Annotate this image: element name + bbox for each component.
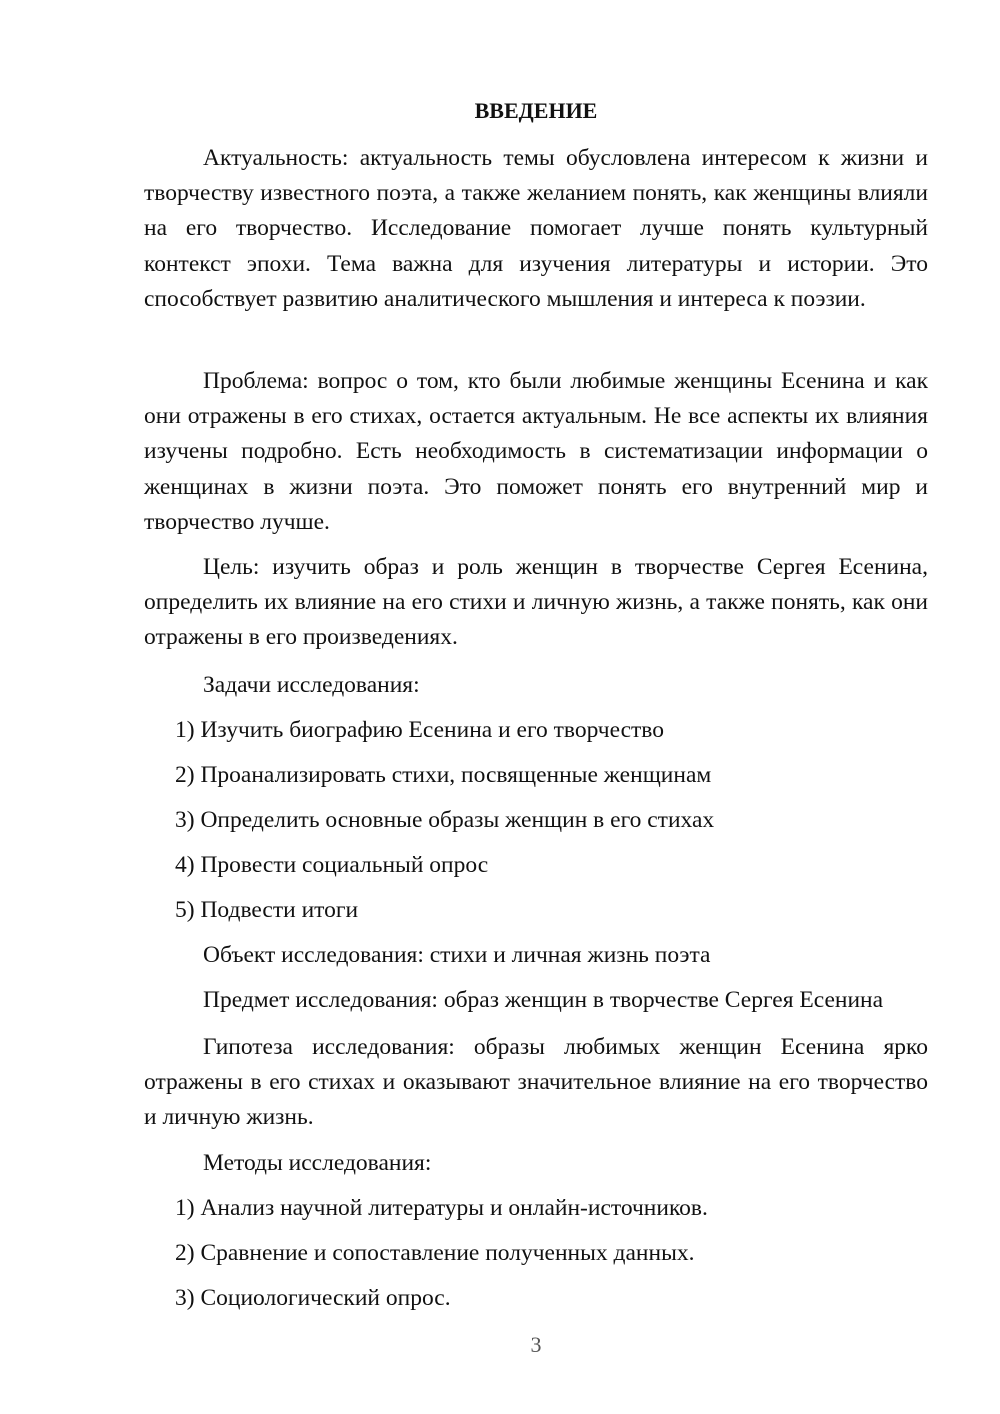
task-item-5: 5) Подвести итоги [175, 897, 359, 923]
relevance-paragraph: Актуальность: актуальность темы обусловлена интересом к жизни и творчеству известного поэта, а также желанием понять, как женщины влияли на его творчество. Исследование помогает лучше понять культурный контекст эпохи. Тема важна для изучения литературы и истории. Это способствует развитию аналитического мышления и интереса к поэзии. [144, 145, 928, 312]
methods-heading: Методы исследования: [203, 1150, 432, 1176]
task-item-1: 1) Изучить биографию Есенина и его творчество [175, 717, 664, 743]
tasks-heading: Задачи исследования: [203, 672, 420, 698]
page-title: ВВЕДЕНИЕ [474, 98, 598, 123]
task-item-3: 3) Определить основные образы женщин в его стихах [175, 807, 715, 833]
problem-paragraph: Проблема: вопрос о том, кто были любимые женщины Есенина и как они отражены в его стихах, остается актуальным. Не все аспекты их влияния изучены подробно. Есть необходимость в систематизации информации о женщинах в жизни поэта. Это поможет понять его внутренний мир и творчество лучше. [144, 368, 928, 535]
research-subject: Предмет исследования: образ женщин в творчестве Сергея Есенина [203, 987, 884, 1013]
hypothesis-paragraph: Гипотеза исследования: образы любимых женщин Есенина ярко отражены в его стихах и оказывают значительное влияние на его творчество и личную жизнь. [144, 1034, 928, 1131]
goal-paragraph: Цель: изучить образ и роль женщин в творчестве Сергея Есенина, определить их влияние на его стихи и личную жизнь, а также понять, как они отражены в его произведениях. [144, 554, 928, 651]
task-item-2: 2) Проанализировать стихи, посвященные женщинам [175, 762, 712, 788]
method-item-2: 2) Сравнение и сопоставление полученных данных. [175, 1240, 695, 1266]
method-item-3: 3) Социологический опрос. [175, 1285, 451, 1311]
page-number: 3 [530, 1332, 542, 1357]
task-item-4: 4) Провести социальный опрос [175, 852, 489, 878]
research-object: Объект исследования: стихи и личная жизнь поэта [203, 942, 711, 968]
method-item-1: 1) Анализ научной литературы и онлайн-источников. [175, 1195, 708, 1221]
